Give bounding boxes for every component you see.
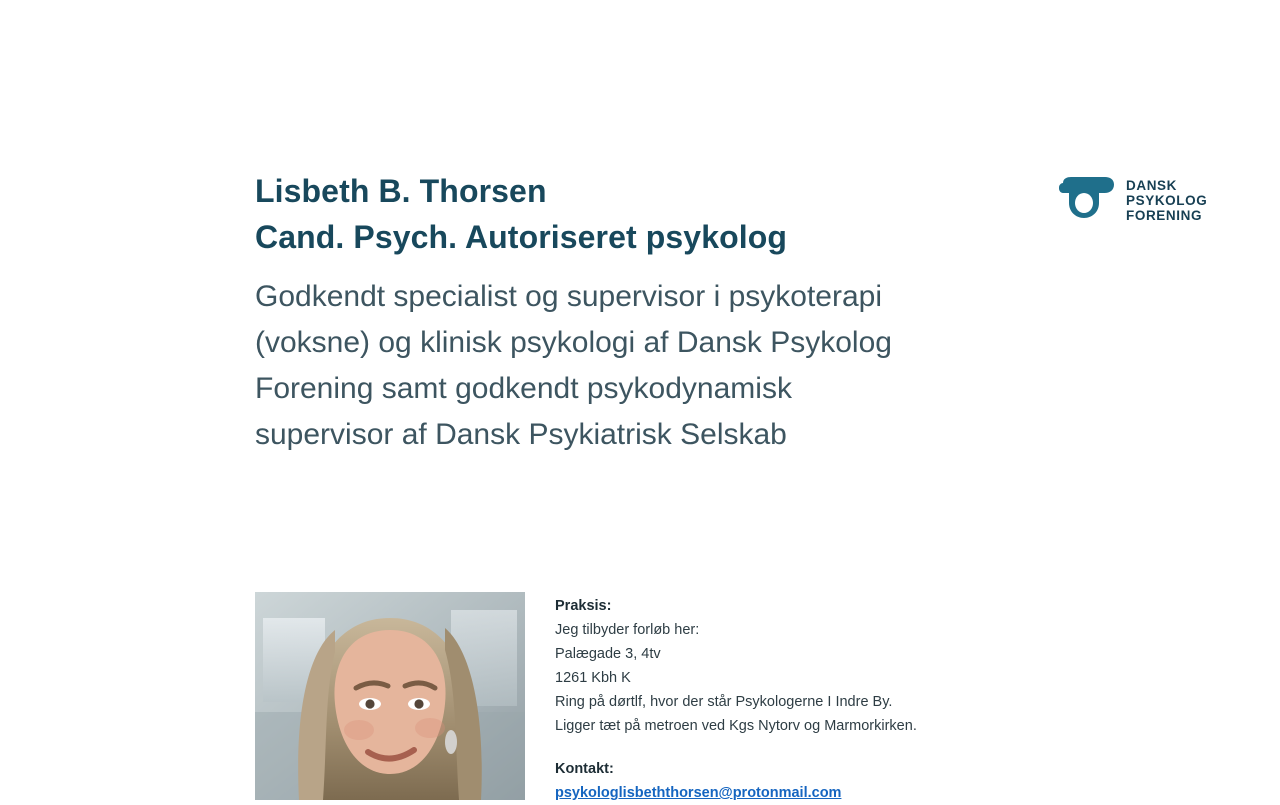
portrait-photo — [255, 592, 525, 800]
page-subtitle-credential: Cand. Psych. Autoriseret psykolog — [255, 219, 788, 255]
practice-line-1: Palægade 3, 4tv — [555, 646, 661, 662]
contact-info-block — [555, 594, 1075, 805]
dansk-psykolog-forening-logo-icon — [1059, 177, 1117, 223]
practice-line-0: Jeg tilbyder forløb her: — [555, 622, 700, 638]
organization-logo — [1059, 172, 1224, 228]
practice-label: Praksis: — [555, 598, 612, 614]
page-title: Lisbeth B. Thorsen — [255, 173, 547, 209]
spacer — [555, 738, 1075, 757]
practice-line-2: 1261 Kbh K — [555, 670, 631, 686]
specialist-description: Godkendt specialist og supervisor i psykoterapi (voksne) og klinisk psykologi af Dansk Psykolog Forening samt godkendt psykodynamisk supervisor af Dansk Psykiatrisk Selskab — [255, 280, 892, 451]
logo-wordmark — [1126, 178, 1207, 223]
practice-line-3: Ring på dørtlf, hvor der står Psykologerne I Indre By. — [555, 694, 893, 710]
header-block — [255, 168, 955, 458]
logo-line-3: FORENING — [1126, 207, 1203, 223]
logo-line-1: DANSK — [1126, 177, 1178, 193]
contact-label: Kontakt: — [555, 761, 614, 777]
practice-line-4: Ligger tæt på metroen ved Kgs Nytorv og Marmorkirken. — [555, 718, 917, 734]
logo-line-2: PSYKOLOG — [1126, 192, 1208, 208]
email-link[interactable]: psykologlisbeththorsen@protonmail.com — [555, 785, 842, 801]
